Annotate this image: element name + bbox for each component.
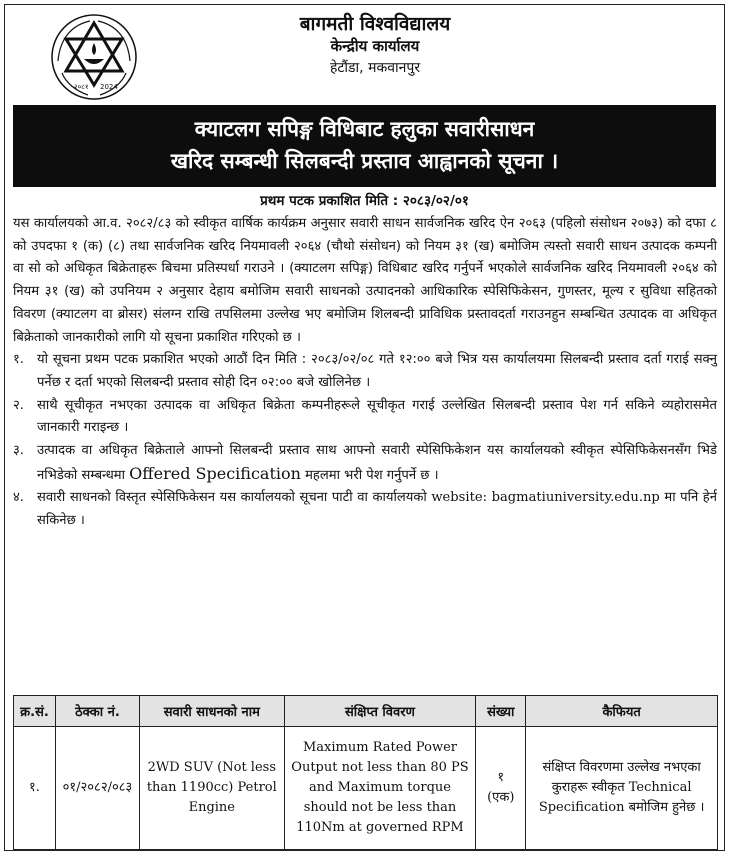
notice-title-banner bbox=[13, 105, 716, 187]
col-header-sn: क्र.सं. bbox=[14, 696, 56, 727]
logo-year-left: २०८१ bbox=[74, 83, 89, 91]
notice-body bbox=[13, 213, 717, 533]
item4-text-post: मा पनि हेर्न सकिनेछ । bbox=[37, 490, 717, 529]
offered-specification-term: Offered Specification bbox=[129, 463, 301, 483]
title-line-1: क्याटलग सपिङ्ग विधिबाट हलुका सवारीसाधन bbox=[194, 117, 535, 141]
publish-date-label: प्रथम पटक प्रकाशित मिति : bbox=[260, 193, 399, 209]
item3-text-pre: उत्पादक वा अधिकृत बिक्रेताले आफ्नो सिलबन्दी प्रस्ताव साथ आफ्नो सवारी स्पेसिफिकेशन यस कार्यालयको स्वीकृत स्पेसिफिकेसनसँग भिडे नभिडेको सम्बन्धमा bbox=[37, 443, 717, 483]
website-label: website: bbox=[431, 490, 488, 506]
university-logo-icon bbox=[50, 13, 138, 101]
col-header-description: संक्षिप्त विवरण bbox=[284, 696, 476, 727]
cell-contract: ०१/२०८२/०८३ bbox=[55, 727, 139, 850]
list-item bbox=[13, 349, 717, 394]
item-text: साथै सूचीकृत नभएका उत्पादक वा अधिकृत बिक्रेता कम्पनीहरूले सूचीकृत गराई उल्लेखित सिलबन्दी प्रस्ताव पेश गर्न सकिने व्यहोरासमेत जानकारी गराइन्छ । bbox=[37, 397, 717, 436]
item-text bbox=[37, 487, 717, 532]
cell-vehicle: 2WD SUV (Not less than 1190cc) Petrol Engine bbox=[139, 727, 284, 850]
title-line-2: खरिद सम्बन्धी सिलबन्दी प्रस्ताव आह्वानको सूचना । bbox=[170, 149, 559, 173]
publish-date-value: २०८३/०२/०१ bbox=[402, 193, 469, 209]
item-text: यो सूचना प्रथम पटक प्रकाशित भएको आठौं दिन मिति : २०८३/०२/०८ गते १२:०० बजे भित्र यस कार्यालयमा सिलबन्दी प्रस्ताव दर्ता गराई सक्नु पर्नेछ र दर्ता भएको सिलबन्दी प्रस्ताव सोही दिन ०२:०० बजे खोलिनेछ । bbox=[37, 352, 717, 390]
cell-description: Maximum Rated Power Output not less than 80 PS and Maximum torque should not be less than 110Nm at governed RPM bbox=[284, 727, 476, 850]
qty-number: १ bbox=[497, 770, 505, 785]
qty-word: (एक) bbox=[487, 790, 515, 805]
publish-date bbox=[5, 191, 724, 209]
list-item bbox=[13, 395, 717, 440]
col-header-contract: ठेक्का नं. bbox=[55, 696, 139, 727]
remarks-text-pre: संक्षिप्त विवरणमा उल्लेख नभएका कुराहरू स्वीकृत bbox=[542, 760, 701, 795]
item-number: ३. bbox=[13, 443, 24, 459]
col-header-remarks: कैफियत bbox=[526, 696, 718, 727]
cell-sn: १. bbox=[14, 727, 56, 850]
office-name: केन्द्रीय कार्यालय bbox=[330, 37, 420, 55]
intro-paragraph: यस कार्यालयको आ.व. २०८२/८३ को स्वीकृत वार्षिक कार्यक्रम अनुसार सवारी साधन सार्वजनिक खरिद ऐन २०६३ (पहिलो संसोधन २०७३) को दफा ८ को उपदफा १ (क) (८) तथा सार्वजनिक खरिद नियमावली २०६४ (चौथो संसोधन) को नियम ३१ (ख) बमोजिम त्यस्तो सवारी साधन उत्पादक कम्पनी वा सो को अधिकृत बिक्रेताहरू बिचमा प्रतिस्पर्धा गराउने । (क्याटलग सपिङ्ग) विधिबाट खरिद गर्नुपर्ने भएकोले सार्वजनिक खरिद नियमावली २०६४ को नियम ३१ (ख) को उपनियम २ अनुसार देहाय बमोजिम सवारी साधनको उत्पादनको आधिकारिक स्पेसिफिकेसन, गुणस्तर, मूल्य र सुविधा सहितको विवरण (क्याटलग वा ब्रोसर) संलग्न राखि तपसिलमा उल्लेख भए बमोजिम शिलबन्दी प्राविधिक प्रस्तावदर्ता गराउनहुन सम्बन्धित उत्पादक वा अधिकृत बिक्रेताको जानकारीको लागि यो सूचना प्रकाशित गरिएको छ । bbox=[13, 216, 717, 345]
remarks-latin: Technical Specification bbox=[538, 780, 692, 815]
col-header-qty: संख्या bbox=[476, 696, 526, 727]
cell-remarks bbox=[526, 727, 718, 850]
table-header-row bbox=[14, 696, 718, 727]
item3-text-post: महलमा भरी पेश गर्नुपर्ने छ । bbox=[300, 467, 439, 483]
website-link[interactable]: bagmatiuniversity.edu.np bbox=[491, 490, 660, 506]
notice-page bbox=[4, 4, 725, 851]
item4-text-pre: सवारी साधनको विस्तृत स्पेसिफिकेसन यस कार्यालयको सूचना पाटी वा कार्यालयको bbox=[37, 490, 432, 506]
cell-qty bbox=[476, 727, 526, 850]
header-text bbox=[245, 13, 505, 79]
item-text bbox=[37, 440, 717, 487]
col-header-vehicle: सवारी साधनको नाम bbox=[139, 696, 284, 727]
university-name: बागमती विश्वविद्यालय bbox=[299, 13, 451, 35]
table-row bbox=[14, 727, 718, 850]
item-number: १. bbox=[13, 352, 24, 368]
office-location: हेटौंडा, मकवानपुर bbox=[329, 60, 421, 76]
item-number: ४. bbox=[13, 490, 24, 506]
list-item bbox=[13, 487, 717, 532]
logo-year-right: 2024 bbox=[100, 83, 118, 91]
item-number: २. bbox=[13, 397, 24, 413]
list-item bbox=[13, 440, 717, 487]
vehicle-spec-table bbox=[13, 695, 718, 850]
header bbox=[5, 5, 724, 105]
remarks-text-post: बमोजिम हुनेछ । bbox=[628, 800, 705, 815]
